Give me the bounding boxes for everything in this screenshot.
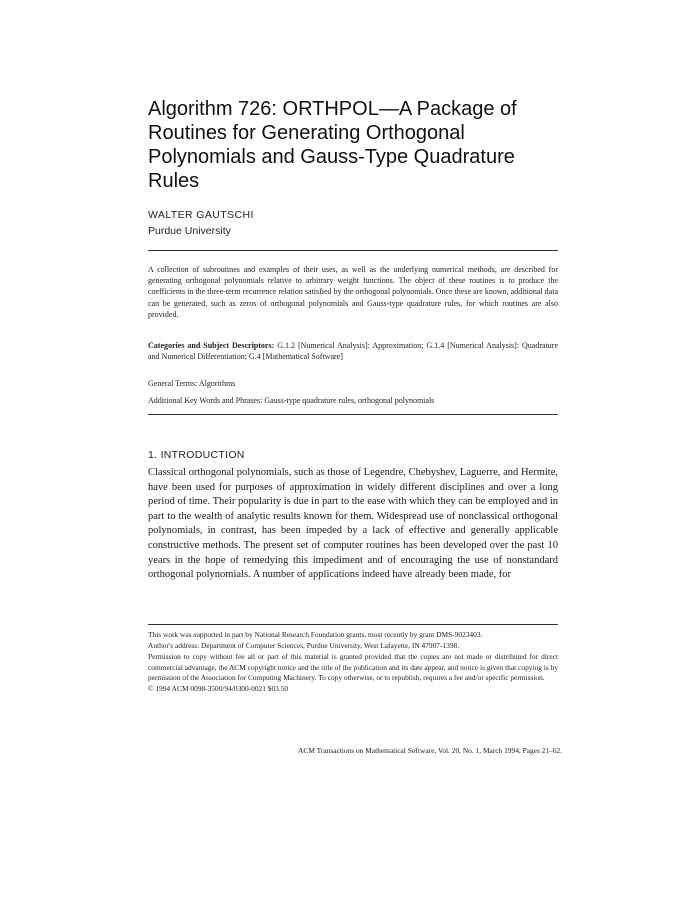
abstract-divider <box>148 414 558 415</box>
general-terms-text: Algorithms <box>198 379 236 388</box>
journal-footer: ACM Transactions on Mathematical Software, Vol. 20, No. 1, March 1994, Pages 21–62. <box>298 746 562 755</box>
keywords-text: Gauss-type quadrature rules, orthogonal polynomials <box>264 396 435 405</box>
section-heading: 1. INTRODUCTION <box>148 449 245 461</box>
general-terms <box>148 378 558 389</box>
author-name: WALTER GAUTSCHI <box>148 209 254 221</box>
paper-title: Algorithm 726: ORTHPOL—A Package of Routines for Generating Orthogonal Polynomials and Gauss-Type Quadrature Rules <box>148 98 517 192</box>
author-affiliation: Purdue University <box>148 225 231 237</box>
abstract: A collection of subroutines and examples of their uses, as well as the underlying numerical methods, are described for generating orthogonal polynomials relative to arbitrary weight functions. The object of these routines is to produce the coefficients in the three-term recurrence relation satisfied by the orthogonal polynomials. Once these are known, additional data can be generated, such as zeros of orthogonal polynomials and Gauss-type quadrature rules, for which routines are also provided. <box>148 265 558 319</box>
permission-note: Permission to copy without fee all or part of this material is granted provided that the copies are not made or distributed for direct commercial advantage, the ACM copyright notice and the title of the publication and its date appear, and notice is given that copying is by permission of the Association for Computing Machinery. To copy otherwise, or to republish, requires a fee and/or specific permission. <box>148 652 558 682</box>
categories-label: Categories and Subject Descriptors: <box>148 341 275 350</box>
categories <box>148 340 558 362</box>
address-note: Author's address: Department of Computer Sciences, Purdue University, West Lafayette, IN 47907-1398. <box>148 641 460 651</box>
introduction-text: Classical orthogonal polynomials, such as those of Legendre, Chebyshev, Laguerre, and Hermite, have been used for purposes of approximation in widely different disciplines and over a long period of time. Their popularity is due in part to the ease with which they can be employed and in part to the wealth of analytic results known for them. Widespread use of nonclassical orthogonal polynomials, in contrast, has been impeded by a lack of effective and generally applicable constructive methods. The present set of computer routines has been developed over the past 10 years in the hope of remedying this impediment and of encouraging the use of nonstandard orthogonal polynomials. A number of applications indeed have already been made, for <box>148 467 558 581</box>
keywords-label: Additional Key Words and Phrases: <box>148 396 263 405</box>
support-note: This work was supported in part by National Research Foundation grants, most recently by grant DMS-9023403. <box>148 630 483 639</box>
copyright-note: © 1994 ACM 0098-3500/94/0300-0021 $03.50 <box>148 684 289 694</box>
categories-text: G.1.2 [Numerical Analysis]: Approximation; G.1.4 [Numerical Analysis]: Quadrature and Numerical Differentiation; G.4 [Mathematical Software] <box>148 341 559 362</box>
general-terms-label: General Terms: <box>148 379 198 388</box>
header-divider <box>148 250 558 251</box>
keywords <box>148 395 558 406</box>
footnotes <box>148 630 558 695</box>
footnote-divider <box>148 624 558 625</box>
